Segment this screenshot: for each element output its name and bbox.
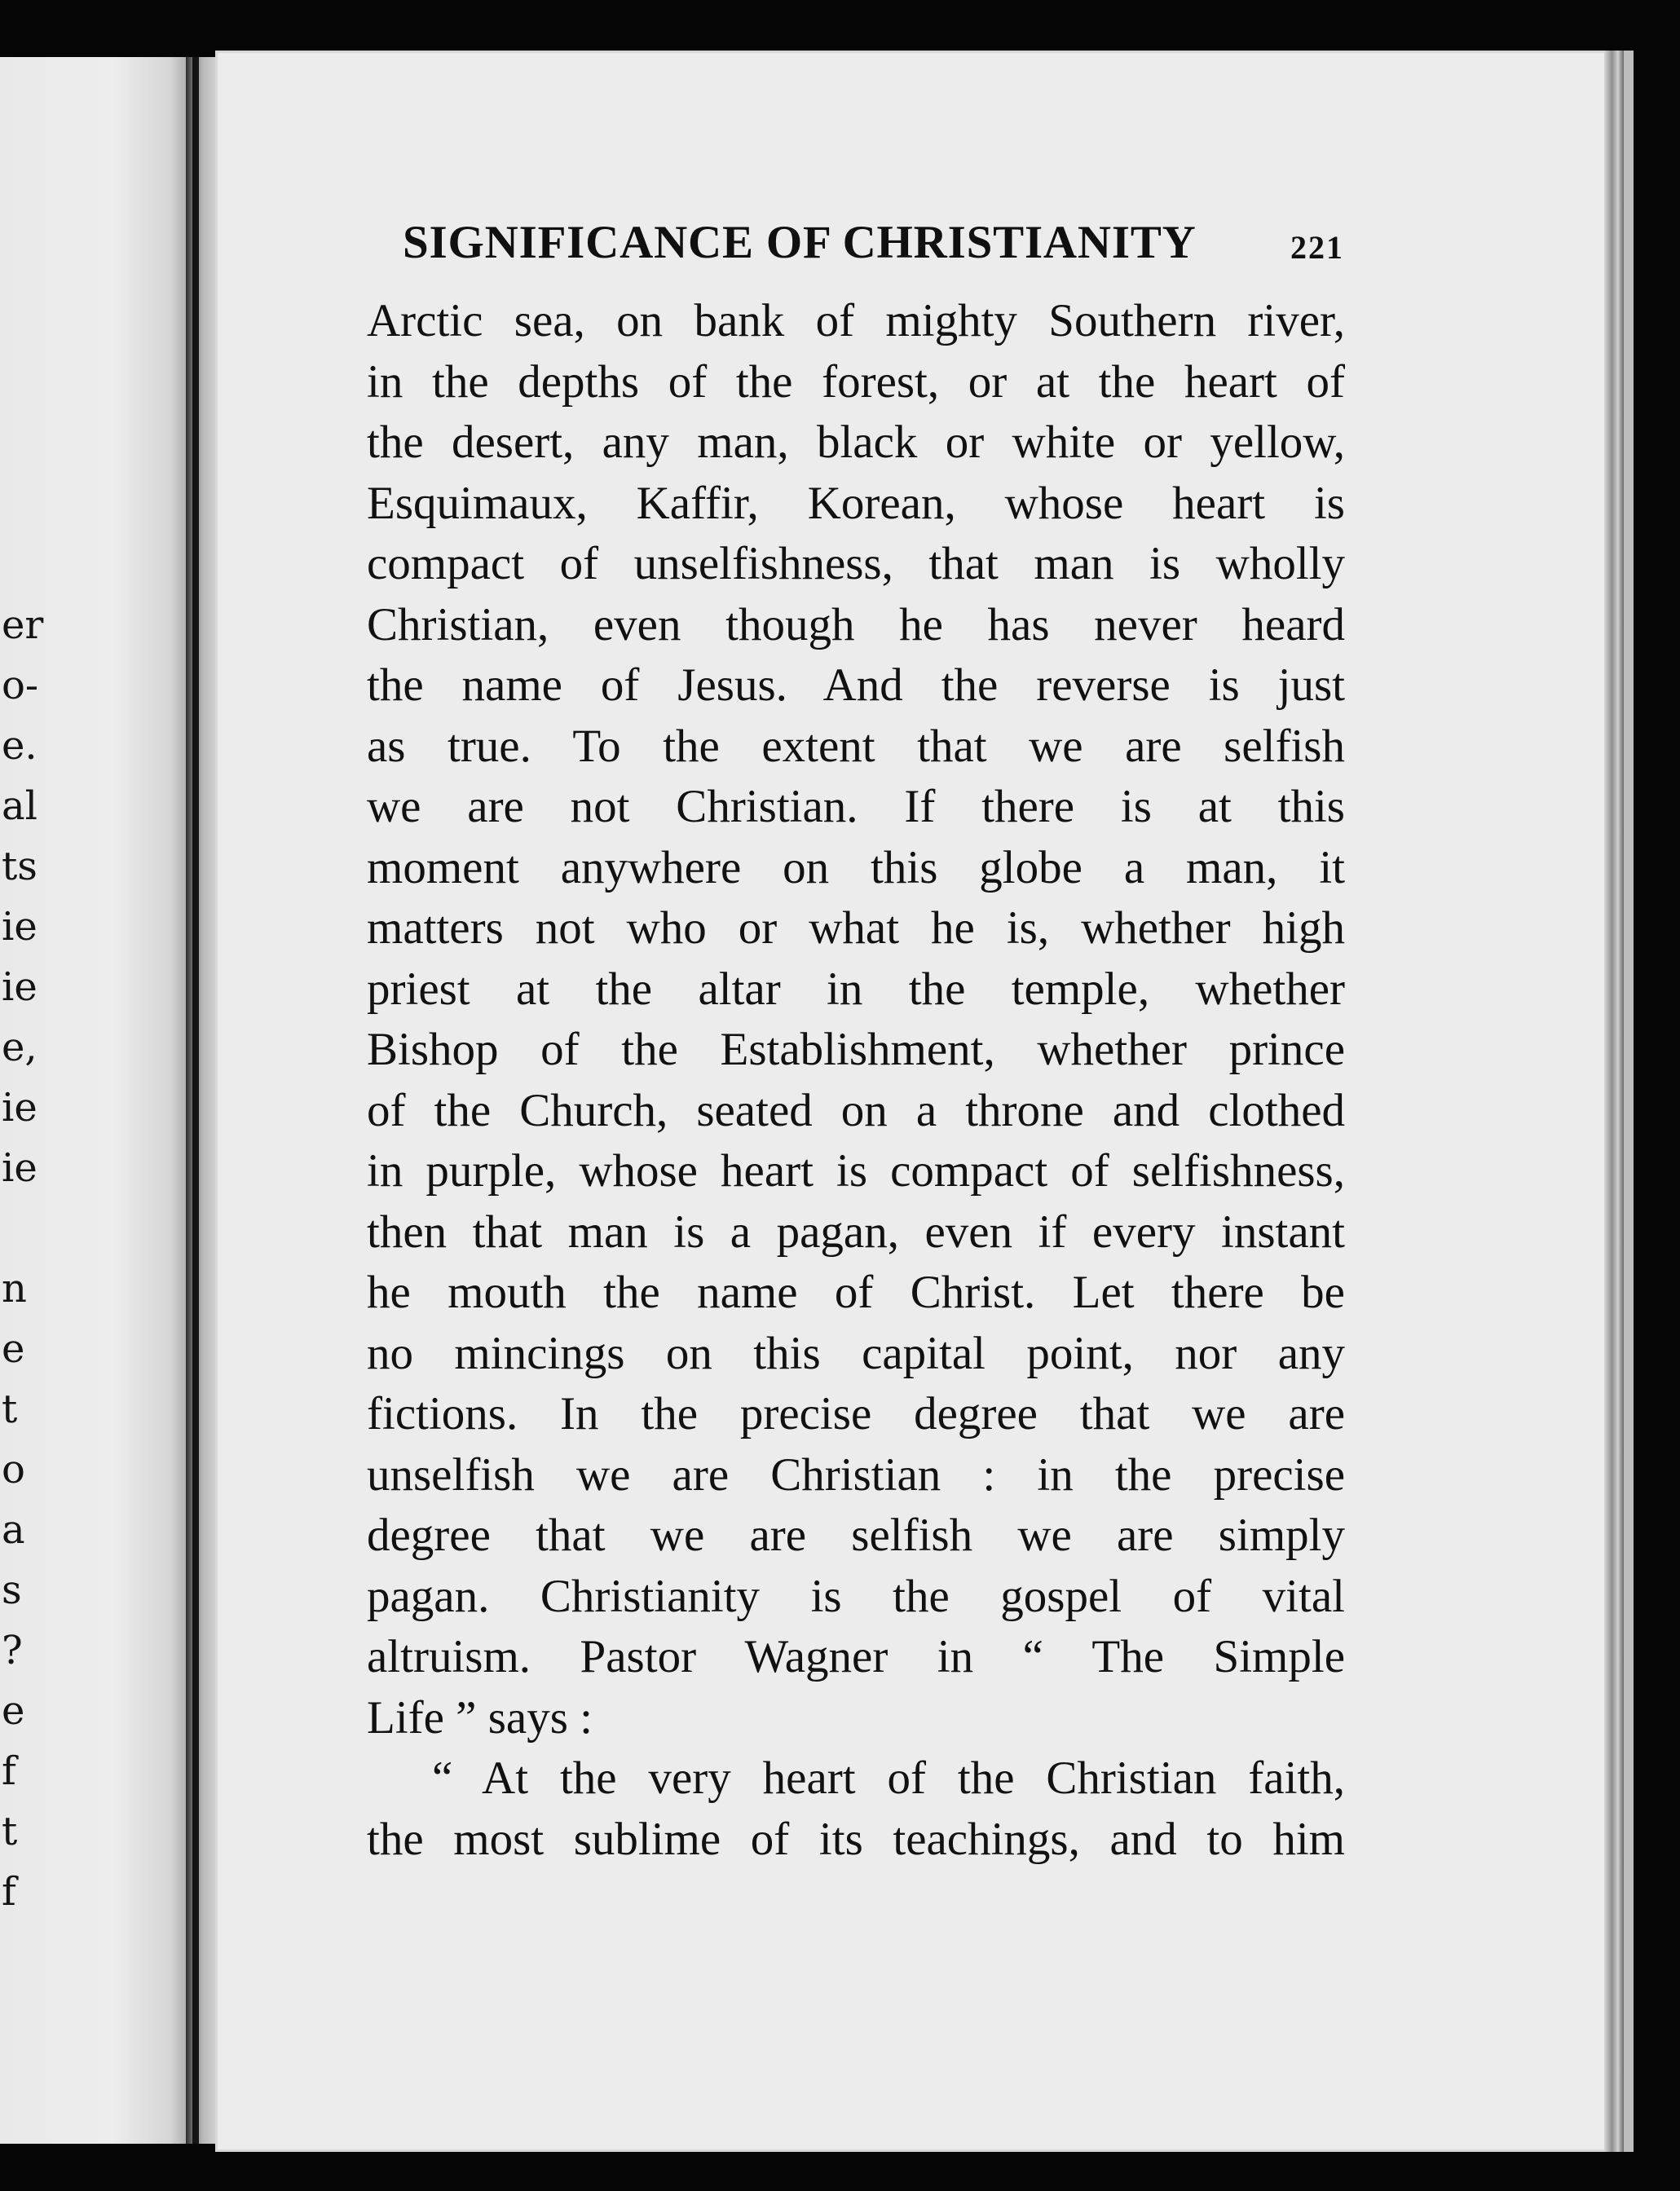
text-line: moment anywhere on this globe a man, it [367, 841, 1345, 893]
text-line: unselfish we are Christian : in the precise [367, 1448, 1345, 1501]
text-line: Arctic sea, on bank of mighty Southern river, [367, 295, 1345, 346]
text-line: matters not who or what he is, whether high [367, 902, 1345, 954]
left-fragment: t [2, 1809, 18, 1854]
left-fragment: e [2, 1326, 25, 1372]
left-fragment: e [2, 1688, 25, 1734]
left-fragment: ? [2, 1628, 23, 1673]
left-fragment: er [2, 602, 44, 648]
left-fragment: ie [2, 1145, 37, 1191]
book-gutter [186, 57, 217, 2144]
left-fragment: f [2, 1869, 16, 1915]
running-header [403, 210, 1344, 276]
left-fragment: ie [2, 964, 37, 1010]
left-fragment: ts [2, 844, 37, 889]
left-fragment: e. [2, 723, 37, 769]
text-line: we are not Christian. If there is at this [367, 781, 1345, 832]
page-edge [1604, 51, 1624, 2152]
text-line: Esquimaux, Kaffir, Korean, whose heart is [367, 477, 1345, 529]
text-line: he mouth the name of Christ. Let there be [367, 1267, 1345, 1318]
left-fragment: o [2, 1447, 25, 1492]
text-line: pagan. Christianity is the gospel of vital [367, 1570, 1345, 1622]
text-line: “ At the very heart of the Christian faith, [432, 1752, 1345, 1804]
text-line: in purple, whose heart is compact of selfishness, [367, 1145, 1345, 1197]
left-fragment: t [2, 1386, 18, 1432]
text-line: altruism. Pastor Wagner in “ The Simple [367, 1631, 1345, 1682]
text-line: degree that we are selfish we are simply [367, 1510, 1345, 1561]
text-line: then that man is a pagan, even if every instant [367, 1206, 1345, 1258]
body-text [367, 291, 1345, 1870]
text-line: Bishop of the Establishment, whether prince [367, 1024, 1345, 1075]
left-fragment: s [2, 1567, 22, 1613]
left-fragment: ie [2, 904, 37, 950]
left-fragment: a [2, 1507, 25, 1553]
text-line: compact of unselfishness, that man is wholly [367, 538, 1345, 589]
text-line: priest at the altar in the temple, whether [367, 963, 1345, 1015]
text-line: Life ” says : [367, 1691, 593, 1744]
text-line: the most sublime of its teachings, and to him [367, 1813, 1345, 1865]
running-title: SIGNIFICANCE OF CHRISTIANITY [403, 217, 1197, 268]
left-page-line-fragments [0, 595, 49, 1922]
text-line: fictions. In the precise degree that we are [367, 1388, 1345, 1439]
left-fragment: o- [2, 663, 39, 708]
left-fragment: al [2, 783, 37, 829]
binding-shadow [192, 57, 199, 2144]
left-facing-page [0, 57, 189, 2144]
left-fragment: e, [2, 1025, 37, 1070]
text-line: as true. To the extent that we are selfish [367, 720, 1345, 772]
left-fragment [0, 1198, 49, 1259]
left-fragment: ie [2, 1085, 37, 1131]
page-number: 221 [1290, 229, 1344, 266]
text-line: in the depths of the forest, or at the heart of [367, 355, 1345, 408]
text-line: of the Church, seated on a throne and clothed [367, 1084, 1345, 1136]
text-line: Christian, even though he has never heard [367, 598, 1345, 650]
left-fragment: n [2, 1266, 27, 1312]
text-line: the desert, any man, black or white or yellow, [367, 417, 1345, 468]
text-line: no mincings on this capital point, nor any [367, 1327, 1345, 1379]
text-line: the name of Jesus. And the reverse is just [367, 659, 1345, 711]
left-fragment: f [2, 1748, 16, 1794]
